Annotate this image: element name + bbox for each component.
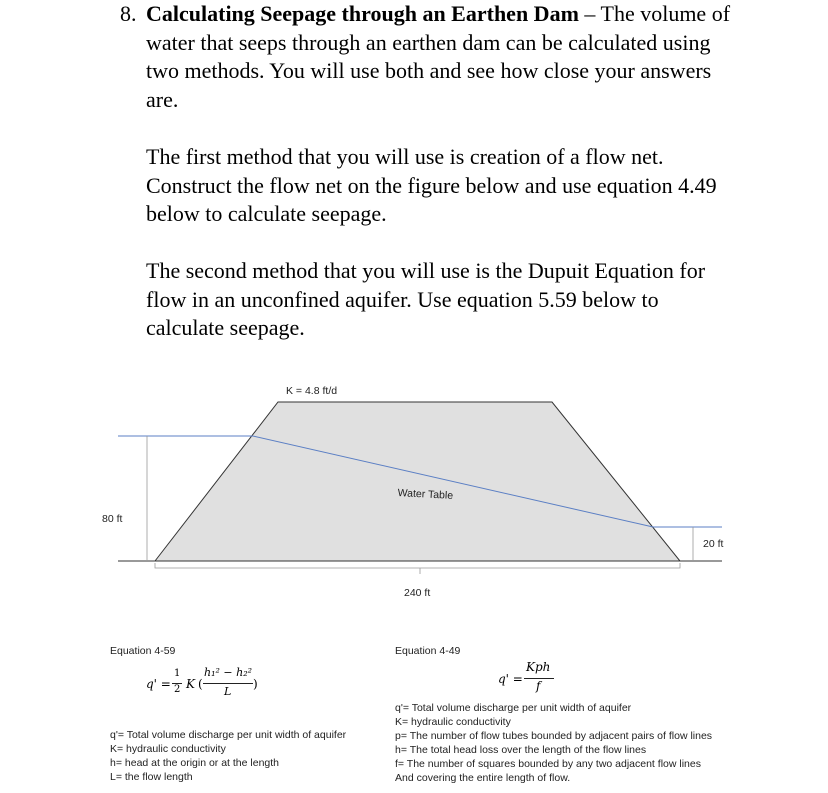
paragraph-dupuit: The second method that you will use is the Dupuit Equation for flow in an unconfined aquifer. Use equation 5.59 below to calculate seepage. <box>146 258 706 340</box>
problem-number: 8. <box>120 1 137 26</box>
h1-label: 80 ft <box>102 513 123 525</box>
equation-4-49-formula: q' = Kph f <box>498 660 568 696</box>
h2-label: 20 ft <box>703 538 724 550</box>
paragraph-intro <box>146 0 740 114</box>
equation-left-heading: Equation 4-59 <box>110 645 176 657</box>
equation-4-59-formula: q' = 1 2 K ( h₁² − h₂² L ) <box>146 666 258 698</box>
equation-right-definitions: q'= Total volume discharge per unit width of aquifer K= hydraulic conductivity p= The number of flow tubes bounded by adjacent pairs of flow lines h= The total head loss over the length of the flow lines f= The number of squares bounded by any two adjacent flow lines And covering the entire length of flow. <box>395 702 713 784</box>
equation-left-definitions: q'= Total volume discharge per unit width of aquifer K= hydraulic conductivity h= head at the origin or at the length L= the flow length <box>110 729 347 783</box>
problem-title: Calculating Seepage through an Earthen Dam <box>146 1 579 26</box>
equation-right-heading: Equation 4-49 <box>395 645 461 657</box>
dam-figure <box>0 370 828 630</box>
length-bracket <box>155 563 680 574</box>
water-table-label: Water Table <box>397 487 454 502</box>
paragraph-flow-net: The first method that you will use is creation of a flow net. Construct the flow net on the figure below and use equation 4.49 below to calculate seepage. <box>146 144 717 226</box>
dam-body <box>155 402 680 561</box>
length-label: 240 ft <box>404 587 431 599</box>
k-label: K = 4.8 ft/d <box>286 385 338 397</box>
intro-text: – The volume of water that seeps through an earthen dam can be calculated using two methods. You will use both and see how close your answers are. <box>146 1 731 112</box>
